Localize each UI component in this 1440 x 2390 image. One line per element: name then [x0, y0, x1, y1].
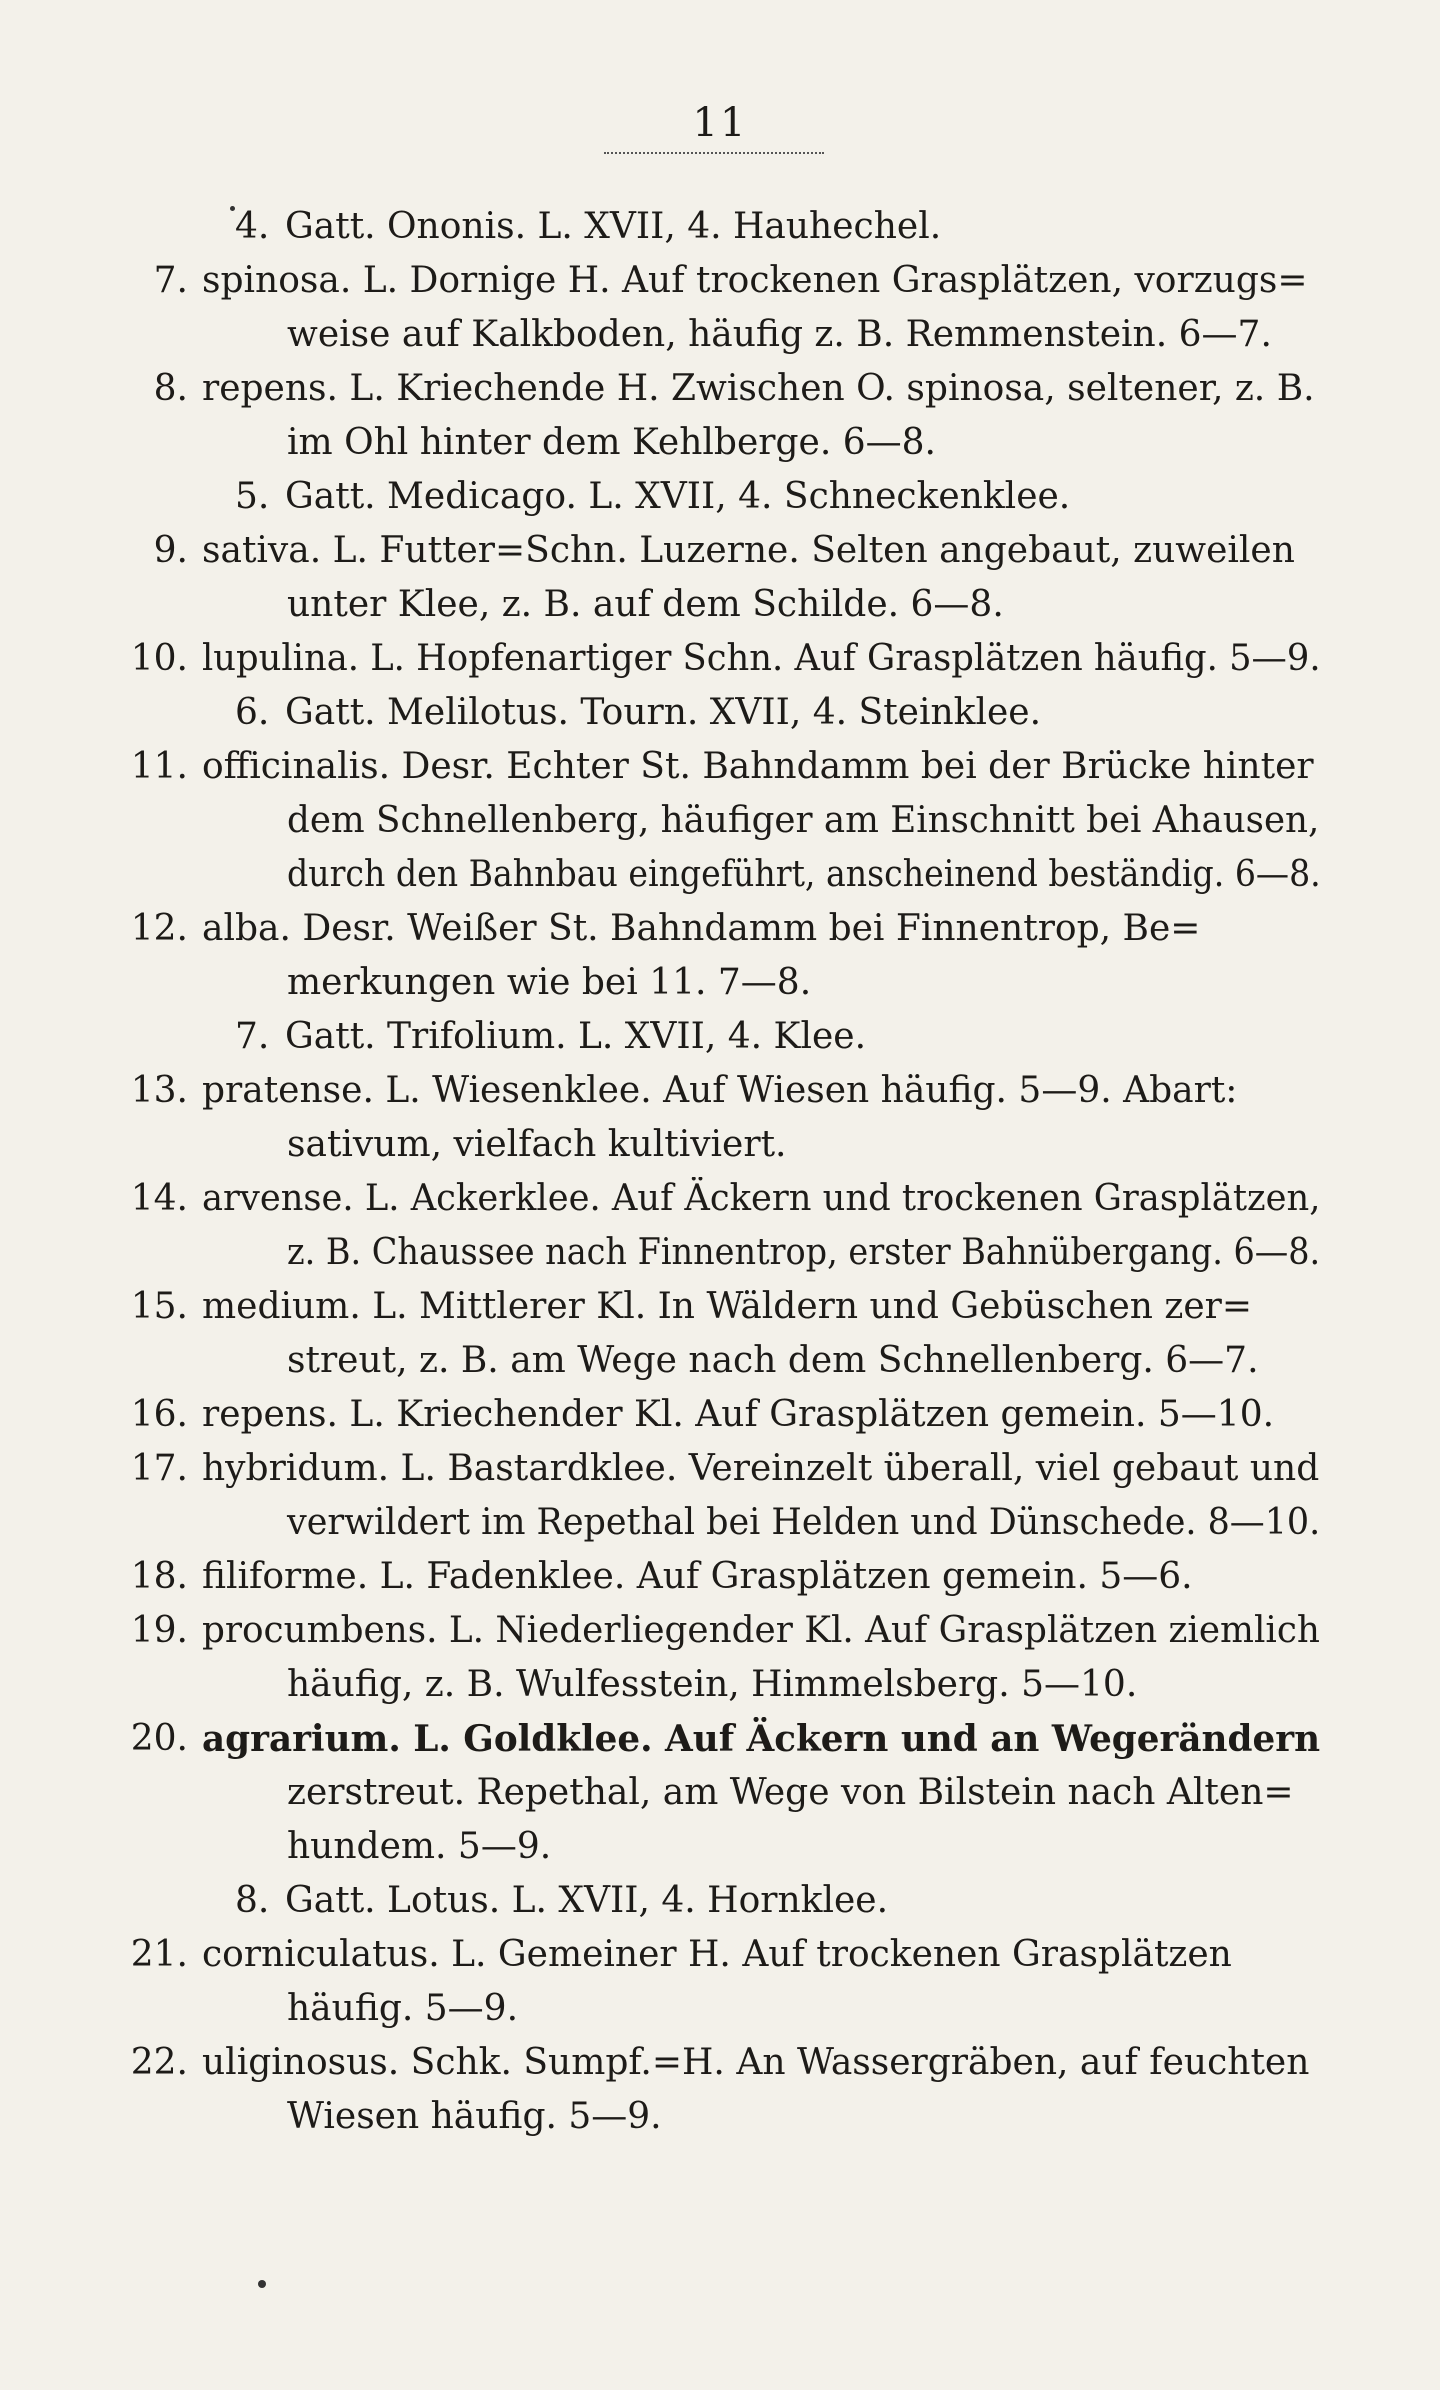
genus-heading [0, 470, 1440, 524]
entry-number: 19. [130, 1610, 188, 1651]
species-entry [0, 2036, 1440, 2090]
entry-number: 16. [130, 1394, 188, 1435]
line-text: hybridum. L. Bastardklee. Vereinzelt überall, viel gebaut und [202, 1448, 1320, 1489]
entry-continuation [0, 1766, 1440, 1820]
entry-continuation [0, 848, 1440, 902]
entry-continuation [0, 416, 1440, 470]
line-text: unter Klee, z. B. auf dem Schilde. 6—8. [287, 584, 1004, 625]
entry-continuation [0, 578, 1440, 632]
species-entry [0, 1172, 1440, 1226]
entry-number: 6. [235, 692, 270, 733]
line-text: durch den Bahnbau eingeführt, anscheinend beständig. 6—8. [287, 854, 1321, 895]
line-text: repens. L. Kriechender Kl. Auf Grasplätzen gemein. 5—10. [202, 1394, 1275, 1435]
entry-number: 15. [130, 1286, 188, 1327]
entry-number: 9. [153, 530, 188, 571]
entry-number: 13. [130, 1070, 188, 1111]
entry-continuation [0, 1496, 1440, 1550]
entry-continuation [0, 1226, 1440, 1280]
page-number: 11 [692, 100, 748, 146]
entry-number: 18. [130, 1556, 188, 1597]
line-text: verwildert im Repethal bei Helden und Dünschede. 8—10. [287, 1502, 1321, 1543]
entry-number: 8. [235, 1880, 270, 1921]
line-text: Gatt. Medicago. L. XVII, 4. Schneckenklee. [285, 476, 1071, 517]
entry-number: 7. [153, 260, 188, 301]
species-entry [0, 1604, 1440, 1658]
line-text: agrarium. L. Goldklee. Auf Äckern und an Wegerändern [202, 1718, 1321, 1760]
entry-continuation [0, 956, 1440, 1010]
line-text: corniculatus. L. Gemeiner H. Auf trockenen Grasplätzen [202, 1934, 1232, 1975]
entry-number: 22. [130, 2042, 188, 2083]
line-text: häufig, z. B. Wulfesstein, Himmelsberg. 5—10. [287, 1664, 1138, 1705]
line-text: alba. Desr. Weißer St. Bahndamm bei Finnentrop, Be= [202, 908, 1201, 949]
line-text: dem Schnellenberg, häufiger am Einschnitt bei Ahausen, [287, 800, 1320, 841]
line-text: Gatt. Lotus. L. XVII, 4. Hornklee. [285, 1880, 889, 1921]
line-text: repens. L. Kriechende H. Zwischen O. spinosa, seltener, z. B. [202, 368, 1315, 409]
species-entry [0, 1280, 1440, 1334]
entry-number: 8. [153, 368, 188, 409]
entry-number: 10. [130, 638, 188, 679]
line-text: hundem. 5—9. [287, 1826, 552, 1867]
entry-continuation [0, 794, 1440, 848]
entry-continuation [0, 1982, 1440, 2036]
line-text: streut, z. B. am Wege nach dem Schnellenberg. 6—7. [287, 1340, 1259, 1381]
species-entry [0, 1442, 1440, 1496]
line-text: im Ohl hinter dem Kehlberge. 6—8. [287, 422, 936, 463]
entry-continuation [0, 1658, 1440, 1712]
species-entry [0, 362, 1440, 416]
line-text: sativa. L. Futter=Schn. Luzerne. Selten angebaut, zuweilen [202, 530, 1295, 571]
species-entry [0, 254, 1440, 308]
species-entry [0, 1550, 1440, 1604]
line-text: Wiesen häufig. 5—9. [287, 2096, 662, 2137]
entry-number: 14. [130, 1178, 188, 1219]
species-entry [0, 632, 1440, 686]
line-text: officinalis. Desr. Echter St. Bahndamm bei der Brücke hinter [202, 746, 1314, 787]
line-text: zerstreut. Repethal, am Wege von Bilstein nach Alten= [287, 1772, 1294, 1813]
ink-speck [258, 2280, 266, 2288]
line-text: weise auf Kalkboden, häufig z. B. Remmenstein. 6—7. [287, 314, 1272, 355]
entry-continuation [0, 2090, 1440, 2144]
line-text: Gatt. Ononis. L. XVII, 4. Hauhechel. [285, 206, 942, 247]
entry-continuation [0, 1820, 1440, 1874]
entry-continuation [0, 1118, 1440, 1172]
species-entry [0, 1712, 1440, 1766]
page-text [0, 200, 1440, 2144]
entry-number: 20. [130, 1718, 188, 1759]
species-entry [0, 1064, 1440, 1118]
species-entry [0, 740, 1440, 794]
page-number-ornament [604, 152, 824, 164]
line-text: arvense. L. Ackerklee. Auf Äckern und trockenen Grasplätzen, [202, 1178, 1321, 1219]
line-text: häufig. 5—9. [287, 1988, 519, 2029]
entry-number: 17. [130, 1448, 188, 1489]
entry-number: 5. [235, 476, 270, 517]
entry-number: 11. [130, 746, 188, 787]
entry-number: 21. [130, 1934, 188, 1975]
line-text: medium. L. Mittlerer Kl. In Wäldern und Gebüschen zer= [202, 1286, 1253, 1327]
line-text: filiforme. L. Fadenklee. Auf Grasplätzen gemein. 5—6. [202, 1556, 1193, 1597]
genus-heading [0, 1010, 1440, 1064]
species-entry [0, 1388, 1440, 1442]
genus-heading [0, 686, 1440, 740]
line-text: Gatt. Melilotus. Tourn. XVII, 4. Steinklee. [285, 692, 1042, 733]
line-text: pratense. L. Wiesenklee. Auf Wiesen häufig. 5—9. Abart: [202, 1070, 1238, 1111]
line-text: merkungen wie bei 11. 7—8. [287, 962, 812, 1003]
entry-number: 12. [130, 908, 188, 949]
entry-continuation [0, 1334, 1440, 1388]
entry-number: 7. [235, 1016, 270, 1057]
genus-heading [0, 200, 1440, 254]
species-entry [0, 524, 1440, 578]
line-text: procumbens. L. Niederliegender Kl. Auf Grasplätzen ziemlich [202, 1610, 1320, 1651]
line-text: Gatt. Trifolium. L. XVII, 4. Klee. [285, 1016, 867, 1057]
species-entry [0, 902, 1440, 956]
line-text: uliginosus. Schk. Sumpf.=H. An Wassergräben, auf feuchten [202, 2042, 1310, 2083]
line-text: lupulina. L. Hopfenartiger Schn. Auf Grasplätzen häufig. 5—9. [202, 638, 1321, 679]
line-text: z. B. Chaussee nach Finnentrop, erster Bahnübergang. 6—8. [287, 1232, 1321, 1273]
entry-continuation [0, 308, 1440, 362]
species-entry [0, 1928, 1440, 1982]
line-text: sativum, vielfach kultiviert. [287, 1124, 787, 1165]
genus-heading [0, 1874, 1440, 1928]
line-text: spinosa. L. Dornige H. Auf trockenen Grasplätzen, vorzugs= [202, 260, 1308, 301]
entry-number: 4. [235, 206, 270, 247]
